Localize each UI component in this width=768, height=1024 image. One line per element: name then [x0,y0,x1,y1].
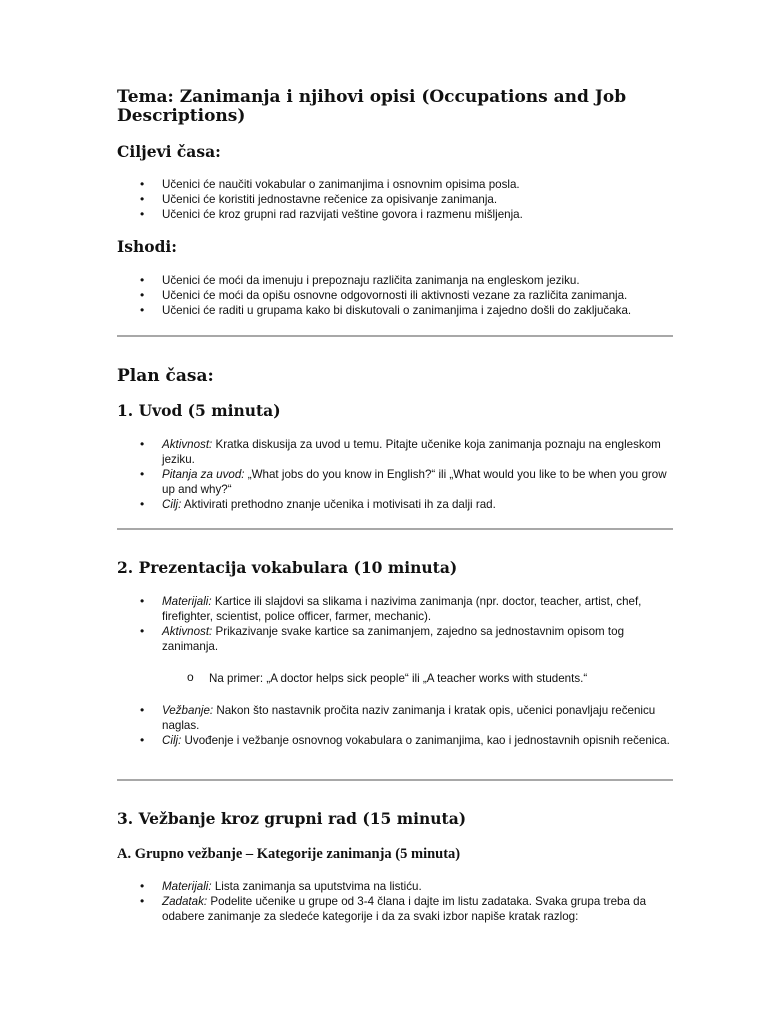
item-label: Pitanja za uvod: [162,468,245,481]
section3-subheading: A. Grupno vežbanje – Kategorije zanimanja (5 minuta) [117,846,461,862]
section2-list [0,594,672,654]
horizontal-rule [117,528,673,530]
item-label: Materijali: [162,880,212,893]
item-text: Podelite učenike u grupe od 3-4 člana i dajte im listu zadataka. Svaka grupa treba da odabere zanimanje za sledeće kategorije i da za svaki izbor napiše kratak razlog: [162,895,647,923]
list-item: • Učenici će kroz grupni rad razvijati veštine govora i razmenu mišljenja. [0,207,672,222]
item-text: Kartice ili slajdovi sa slikama i nazivima zanimanja (npr. doctor, teacher, artist, chef, firefighter, scientist, police officer, farmer, mechanic). [162,595,642,623]
section1-list [0,437,672,512]
list-item [0,733,672,748]
list-item [0,467,672,497]
item-label: Aktivnost: [162,438,213,451]
list-item: • Učenici će raditi u grupama kako bi diskutovali o zanimanjima i zajedno došli do zaključaka. [0,303,672,318]
section2-sublist [0,671,709,686]
item-label: Cilj: [162,498,182,511]
outcomes-heading: Ishodi: [117,237,178,256]
item-text: Nakon što nastavnik pročita naziv zanimanja i kratak opis, učenici ponavljaju rečenicu naglas. [162,704,656,732]
section2-list-continued [0,703,672,748]
item-text: Kratka diskusija za uvod u temu. Pitajte učenike koja zanimanja poznaju na engleskom jeziku. [162,438,661,466]
item-label: Materijali: [162,595,212,608]
section3-heading: 3. Vežbanje kroz grupni rad (15 minuta) [117,809,467,828]
section2-heading: 2. Prezentacija vokabulara (10 minuta) [117,558,458,577]
list-item: • Učenici će moći da opišu osnovne odgovornosti ili aktivnosti vezane za različita zanimanja. [0,288,672,303]
list-item [0,894,672,924]
item-text: Uvođenje i vežbanje osnovnog vokabulara o zanimanjima, kao i jednostavnih opisnih rečenica. [181,734,670,747]
item-text: Aktivirati prethodno znanje učenika i motivisati ih za dalji rad. [181,498,496,511]
outcomes-list [0,273,672,318]
list-item: • Učenici će naučiti vokabular o zanimanjima i osnovnim opisima posla. [0,177,672,192]
list-item [0,437,672,467]
section1-heading: 1. Uvod (5 minuta) [117,401,281,420]
list-item [0,879,672,894]
section3-list [0,879,672,924]
list-item [0,703,672,733]
list-item: • Učenici će koristiti jednostavne rečenice za opisivanje zanimanja. [0,192,672,207]
item-text: Prikazivanje svake kartice sa zanimanjem, zajedno sa jednostavnim opisom tog zanimanja. [162,625,625,653]
item-label: Vežbanje: [162,704,214,717]
horizontal-rule [117,779,673,781]
sub-list-item: o Na primer: „A doctor helps sick people“ ili „A teacher works with students.“ [0,671,709,686]
list-item [0,497,672,512]
horizontal-rule [117,335,673,337]
plan-heading: Plan časa: [117,366,214,386]
item-label: Aktivnost: [162,625,213,638]
list-item: • Učenici će moći da imenuju i prepoznaju različita zanimanja na engleskom jeziku. [0,273,672,288]
document-title: Tema: Zanimanja i njihovi opisi (Occupations and Job Descriptions) [117,87,627,126]
goals-list [0,177,672,222]
item-text: Lista zanimanja sa uputstvima na listiću. [211,880,422,893]
list-item [0,594,672,624]
list-item [0,624,672,654]
item-label: Cilj: [162,734,182,747]
goals-heading: Ciljevi časa: [117,142,221,161]
item-text: „What jobs do you know in English?“ ili „What would you like to be when you grow up and why?“ [162,468,667,496]
item-label: Zadatak: [162,895,208,908]
